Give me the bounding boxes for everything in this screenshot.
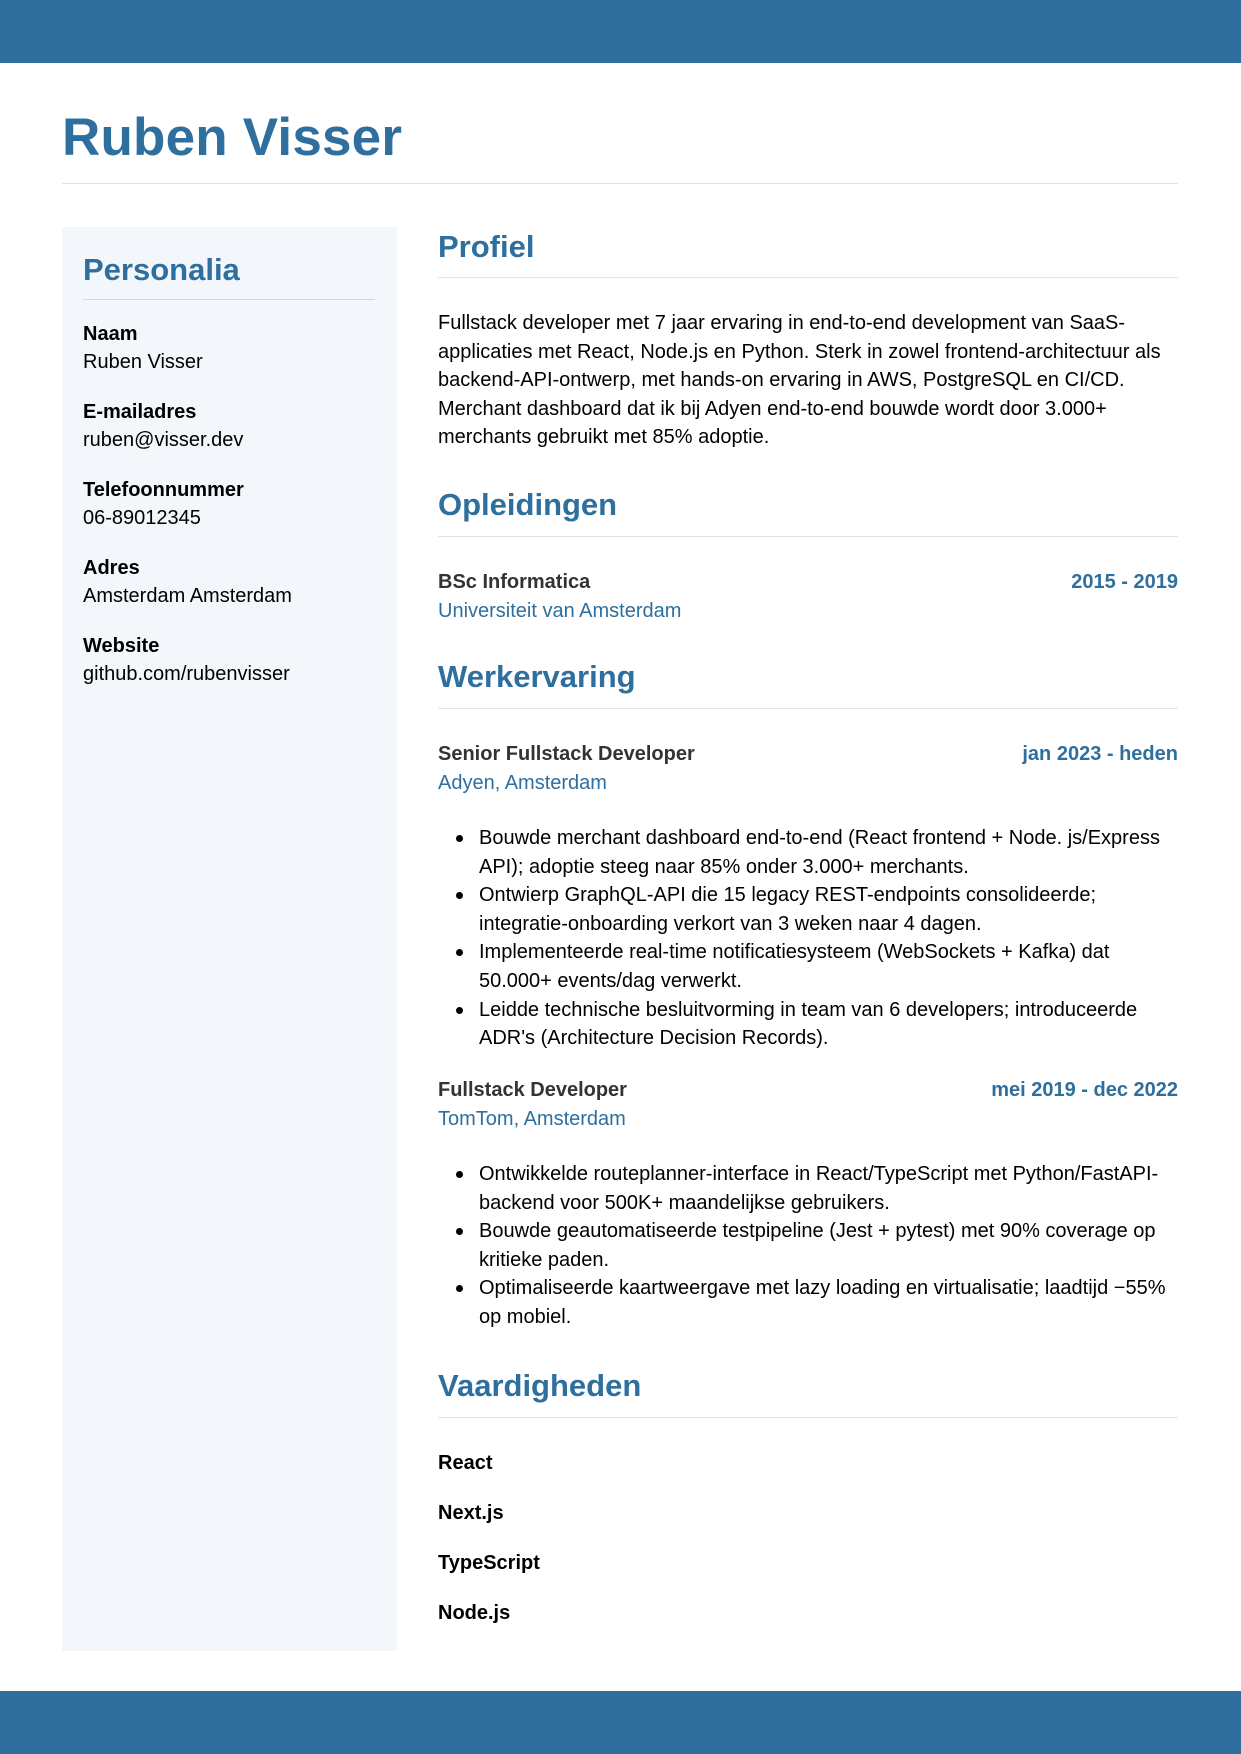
skill-item: Node.js	[438, 1602, 511, 1624]
personal-info-list	[83, 320, 383, 710]
job-title: Senior Fullstack Developer	[438, 743, 695, 765]
personal-label: E-mailadres	[83, 401, 197, 423]
personal-value: 06-89012345	[83, 507, 201, 529]
personal-item-website	[83, 632, 383, 710]
education-section-title: Opleidingen	[438, 487, 618, 522]
institution-name: Universiteit van Amsterdam	[438, 600, 682, 622]
personal-item-email	[83, 398, 383, 476]
personal-value: github.com/rubenvisser	[83, 663, 290, 685]
skill-item: Next.js	[438, 1502, 504, 1524]
skills-list	[438, 1449, 1178, 1649]
job-dates: mei 2019 - dec 2022	[991, 1079, 1178, 1101]
top-banner	[0, 0, 1241, 63]
achievement-list	[479, 1160, 1179, 1332]
list-item: Leidde technische besluitvorming in team van 6 developers; introduceerde ADR's (Architecture Decision Records).	[479, 996, 1179, 1053]
experience-section-title: Werkervaring	[438, 659, 636, 694]
skills-section-title: Vaardigheden	[438, 1368, 642, 1403]
list-item: Bouwde geautomatiseerde testpipeline (Jest + pytest) met 90% coverage op kritieke paden.	[479, 1217, 1179, 1274]
skill-item: React	[438, 1452, 493, 1474]
personal-label: Naam	[83, 323, 138, 345]
section-divider	[438, 536, 1178, 537]
header-divider	[62, 183, 1178, 184]
company-name: TomTom, Amsterdam	[438, 1108, 626, 1130]
achievement-list	[479, 824, 1179, 1053]
job-title: Fullstack Developer	[438, 1079, 627, 1101]
candidate-name: Ruben Visser	[62, 108, 403, 167]
company-name: Adyen, Amsterdam	[438, 772, 607, 794]
section-divider	[438, 708, 1178, 709]
personal-value: Amsterdam Amsterdam	[83, 585, 292, 607]
list-item: Implementeerde real-time notificatiesysteem (WebSockets + Kafka) dat 50.000+ events/dag verwerkt.	[479, 938, 1179, 995]
sidebar-divider	[83, 299, 375, 300]
list-item: Ontwierp GraphQL-API die 15 legacy REST-endpoints consolideerde; integratie-onboarding verkort van 3 weken naar 4 dagen.	[479, 881, 1179, 938]
section-divider	[438, 1417, 1178, 1418]
personal-value: ruben@visser.dev	[83, 429, 244, 451]
profile-text: Fullstack developer met 7 jaar ervaring in end-to-end development van SaaS-applicaties met React, Node.js en Python. Sterk in zowel frontend-architectuur als backend-API-ontwerp, met hands-on ervaring in AWS, PostgreSQL en CI/CD. Merchant dashboard dat ik bij Adyen end-to-end bouwde wordt door 3.000+ merchants gebruikt met 85% adoptie.	[438, 312, 1161, 449]
job-dates: jan 2023 - heden	[1022, 743, 1178, 765]
education-dates: 2015 - 2019	[1071, 571, 1178, 593]
personal-value: Ruben Visser	[83, 351, 203, 373]
personal-item-phone	[83, 476, 383, 554]
personal-info-sidebar	[62, 227, 397, 1651]
skill-item: TypeScript	[438, 1552, 540, 1574]
list-item: Ontwikkelde routeplanner-interface in React/TypeScript met Python/FastAPI-backend voor 500K+ maandelijkse gebruikers.	[479, 1160, 1179, 1217]
section-divider	[438, 277, 1178, 278]
list-item: Bouwde merchant dashboard end-to-end (React frontend + Node. js/Express API); adoptie steeg naar 85% onder 3.000+ merchants.	[479, 824, 1179, 881]
list-item: Optimaliseerde kaartweergave met lazy loading en virtualisatie; laadtijd −55% op mobiel.	[479, 1274, 1179, 1331]
personal-item-name	[83, 320, 383, 398]
personal-item-address	[83, 554, 383, 632]
degree-title: BSc Informatica	[438, 571, 591, 593]
sidebar-title: Personalia	[83, 252, 240, 287]
bottom-banner	[0, 1691, 1241, 1754]
personal-label: Adres	[83, 557, 140, 579]
personal-label: Telefoonnummer	[83, 479, 244, 501]
profile-section-title: Profiel	[438, 229, 535, 264]
personal-label: Website	[83, 635, 160, 657]
